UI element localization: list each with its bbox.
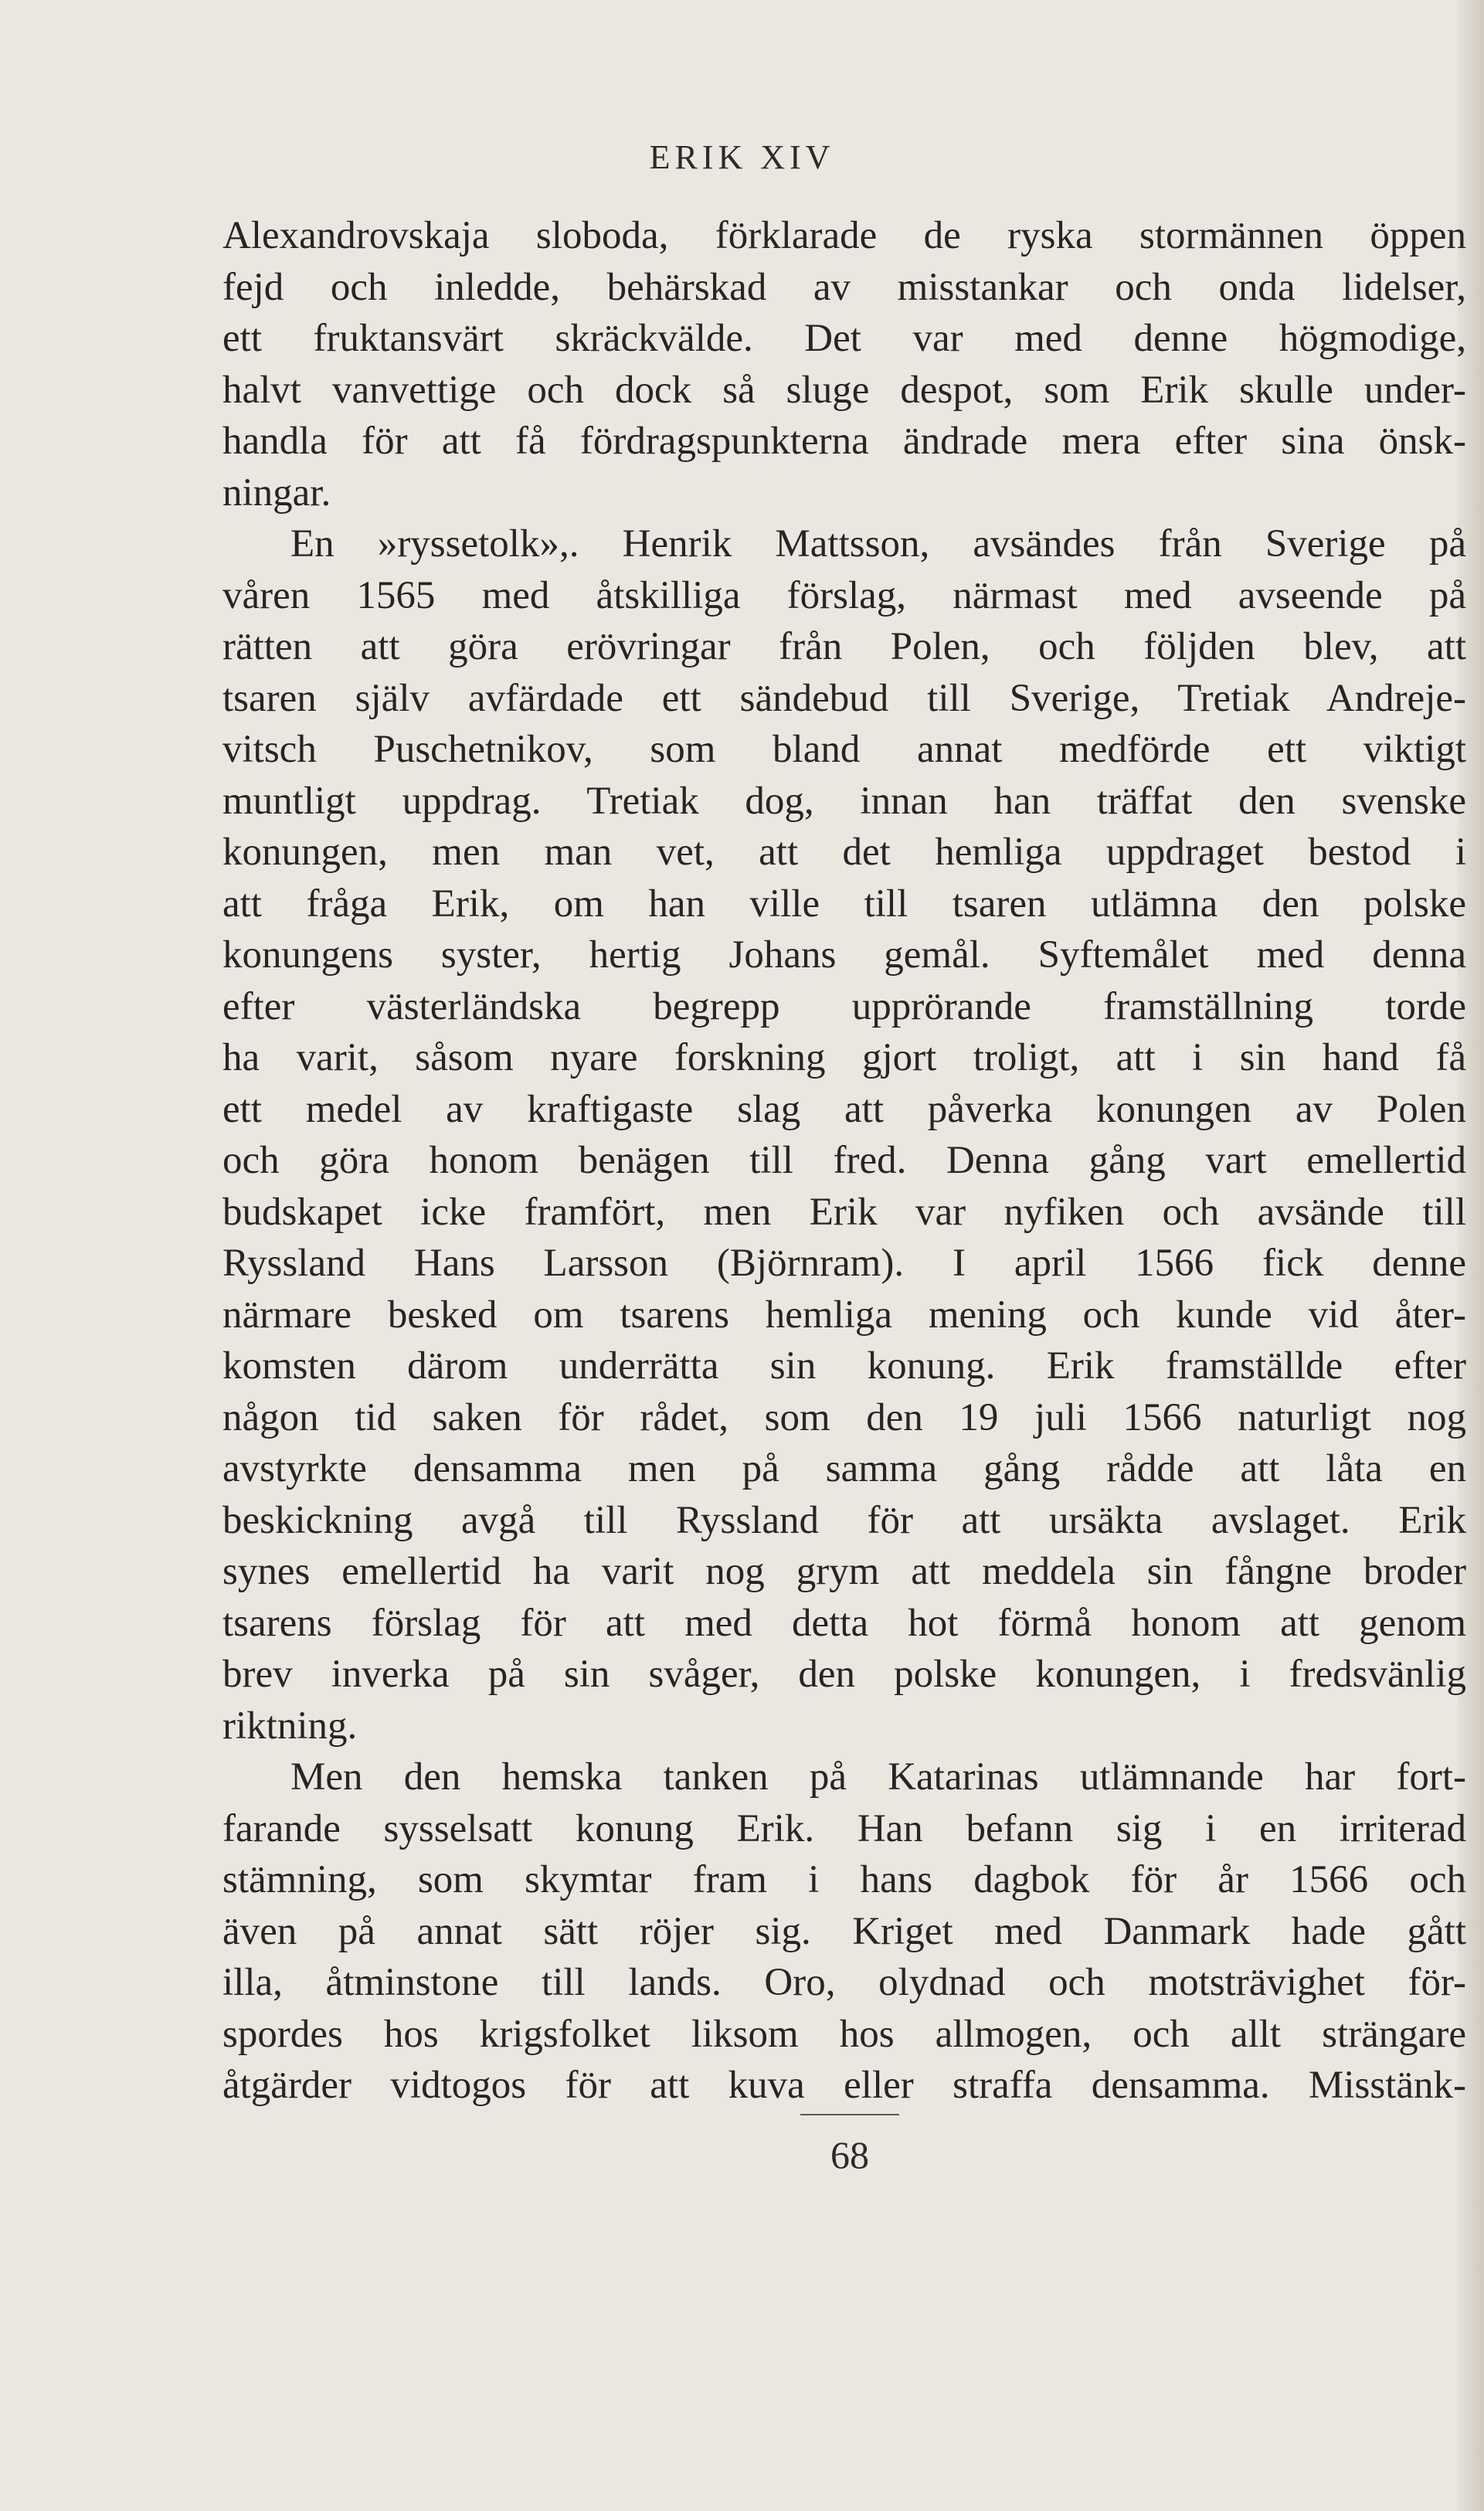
text-line: ha varit, såsom nyare forskning gjort troligt, att i sin hand få <box>222 1036 1466 1079</box>
text-line: åtgärder vidtogos för att kuva eller straffa densamma. Misstänk- <box>222 2064 1466 2107</box>
text-line: beskickning avgå till Ryssland för att ursäkta avslaget. Erik <box>222 1498 1466 1542</box>
text-line: brev inverka på sin svåger, den polske konungen, i fredsvänlig <box>222 1653 1466 1696</box>
text-line: vitsch Puschetnikov, som bland annat medförde ett viktigt <box>222 728 1466 771</box>
text-line: efter västerländska begrepp upprörande framställning torde <box>222 984 1466 1028</box>
paragraph-3 <box>222 1752 1466 2112</box>
text-line: någon tid saken för rådet, som den 19 juli 1566 naturligt nog <box>222 1395 1466 1439</box>
text-line: Men den hemska tanken på Katarinas utlämnande har fort- <box>290 1755 1466 1799</box>
text-line: farande sysselsatt konung Erik. Han befann sig i en irriterad <box>222 1806 1466 1850</box>
text-line: tsarens förslag för att med detta hot förmå honom att genom <box>222 1601 1466 1645</box>
running-header: ERIK XIV <box>649 138 835 176</box>
text-line: Alexandrovskaja sloboda, förklarade de ryska stormännen öppen <box>222 214 1466 257</box>
text-line: synes emellertid ha varit nog grym att meddela sin fångne broder <box>222 1550 1466 1593</box>
text-line: närmare besked om tsarens hemliga mening och kunde vid åter- <box>222 1293 1466 1337</box>
text-line: riktning. <box>222 1704 358 1748</box>
text-line: tsaren själv avfärdade ett sändebud till Sverige, Tretiak Andreje- <box>222 676 1466 720</box>
paragraph-1 <box>222 210 1466 518</box>
paragraph-2 <box>222 518 1466 1752</box>
text-line: stämning, som skymtar fram i hans dagbok för år 1566 och <box>222 1858 1466 1901</box>
text-line: En »ryssetolk»,. Henrik Mattsson, avsändes från Sverige på <box>290 522 1466 566</box>
text-line: och göra honom benägen till fred. Denna gång vart emellertid <box>222 1139 1466 1182</box>
text-line: konungens syster, hertig Johans gemål. Syftemålet med denna <box>222 933 1466 977</box>
body-text <box>222 210 1466 2112</box>
text-line: halvt vanvettige och dock så sluge despot, som Erik skulle under- <box>222 368 1466 412</box>
text-line: fejd och inledde, behärskad av misstankar och onda lidelser, <box>222 265 1466 309</box>
text-line: ett fruktansvärt skräckvälde. Det var med denne högmodige, <box>222 317 1466 360</box>
footer-rule <box>800 2114 899 2115</box>
page-number: 68 <box>830 2133 869 2176</box>
text-line: ningar. <box>222 471 331 515</box>
text-line: handla för att få fördragspunkterna ändrade mera efter sina önsk- <box>222 420 1466 463</box>
text-line: budskapet icke framfört, men Erik var nyfiken och avsände till <box>222 1190 1466 1234</box>
text-line: konungen, men man vet, att det hemliga uppdraget bestod i <box>222 831 1466 874</box>
text-line: Ryssland Hans Larsson (Björnram). I april 1566 fick denne <box>222 1242 1466 1285</box>
text-line: rätten att göra erövringar från Polen, och följden blev, att <box>222 625 1466 668</box>
text-line: våren 1565 med åtskilliga förslag, närmast med avseende på <box>222 573 1466 617</box>
text-line: komsten därom underrätta sin konung. Erik framställde efter <box>222 1344 1466 1388</box>
text-line: avstyrkte densamma men på samma gång rådde att låta en <box>222 1447 1466 1490</box>
text-line: ett medel av kraftigaste slag att påverka konungen av Polen <box>222 1087 1466 1131</box>
text-line: illa, åtminstone till lands. Oro, olydnad och motsträvighet för- <box>222 1961 1466 2004</box>
text-line: även på annat sätt röjer sig. Kriget med Danmark hade gått <box>222 1909 1466 1953</box>
text-line: spordes hos krigsfolket liksom hos allmogen, och allt strängare <box>222 2012 1466 2056</box>
text-line: att fråga Erik, om han ville till tsaren utlämna den polske <box>222 882 1466 926</box>
text-line: muntligt uppdrag. Tretiak dog, innan han träffat den svenske <box>222 779 1466 823</box>
